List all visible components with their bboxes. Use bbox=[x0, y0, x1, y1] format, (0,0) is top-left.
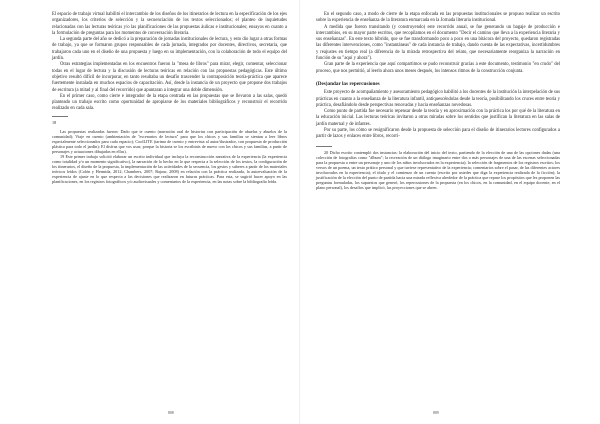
right-paragraph: A medida que fueron transitando (y construyendo) este recorrido anual, se fue generando un bagaje de producción e intercambios, en su mayor parte escritos, que recopilamos en el documento "Decir el camino que lleva a la experiencia literaria y sus enseñanzas". En este texto hibrido, que se fue transformando poco a poco en una bitácora del proyecto, quedaron registradas las diferentes intervenciones, como "instantáneas" de cada instancia de trabajo, dando cuenta de las expectativas, incertidumbres y reajustes en tiempo real (a diferencia de la mirada retrospectiva del relato, que necesariamente reorganiza la narración en función de su "aquí y ahora"). bbox=[316, 24, 560, 62]
footnote-rule bbox=[316, 146, 332, 147]
right-body-text bbox=[316, 12, 560, 141]
footnote-number: 18 bbox=[52, 119, 57, 125]
left-paragraph: El espacio de trabajo virtual habilitó el intercambio de los diseños de los itinerarios de lectura en la especificación de los ejes organizadores, los criterios de selección y la secuenciación de los textos seleccionados; el planteo de inquietudes relacionadas con las lecturas teóricas y/o las planificaciones de las propuestas áulicas e institucionales; ensayos en cuanto a la formulación de preguntas para los momentos de conversación literaria. bbox=[52, 12, 287, 36]
left-paragraph: La segunda parte del año se dedicó a la preparación de jornadas institucionales de lectura, y esto dio lugar a otras formas de trabajo, ya que se formaron grupos responsables de cada jornada, integrados por docentes, directivos, secretaria, que trabajaron cada uno en el diseño de una propuesta y luego en su implementación, con la colaboración de todo el equipo del jardín. bbox=[52, 37, 287, 62]
left-paragraph: Otras estrategias implementadas en los encuentros fueron la "mesa de libros" para mirar, elegir, comentar, seleccionar todas en el lugar de lectura y la discusión de lecturas teóricas en relación con las propuestas pedagógicas. Este último objetivo resultó difícil de incorporar, en tanto resultaba un desafío trascender la contraposición teoría-práctica que aparece fuertemente instalada en muchos espacios de capacitación. Así, desde la instancia de un proyecto que propone dos trabajos de escritura (a mitad y al final del recorrido) que apuntaran a integrar una doble dimensión. bbox=[52, 62, 287, 93]
right-page bbox=[300, 0, 600, 424]
section-heading: (Des)andar las repercusiones bbox=[316, 80, 380, 87]
right-footnotes bbox=[316, 146, 560, 190]
right-paragraph: Gran parte de la experiencia que aquí compartimos se pudo reconstruir gracias a este documento, testimonio "en crudo" del proceso, que nos permitió, al leerlo ahora unos meses después, los intensos ritmos de la construcción conjunta. bbox=[316, 62, 560, 74]
left-body-text bbox=[52, 12, 287, 113]
footnote: Las propuestas realizadas fueron: Dado que te cuento (narración oral de historias con participación de abuelas y abuelos de la comunidad); Viaje en cuento (ambientación de "escenarios de lectura" para que los chicos y sus familias se sientan a leer libros especialmente seleccionados para cada espacio); CoolLITE (tarima de cuento y entrevista al autor/ilustrador, con propuesta de producción plástica para todo el jardín); El disfraz que vos usas; porque la historia se los escribirás de nuevo con los chicos y sus familias, a partir de personajes y actuaciones dibujadas en ellas). bbox=[52, 128, 287, 154]
left-paragraph: En el primer caso, como cierre e integrador de la etapa centrada en las propuestas que se llevaron a las salas, quedó planteado un trabajo escrito como oportunidad de apropiarse de los materiales bibliográficos y reconstruir el recorrido realizado en cada sala. bbox=[52, 93, 287, 112]
footnote: 19 Este primer trabajo solicitó elaborar un escrito individual que incluya la reconstrucción narrativa de la experiencia (la experiencia como totalidad y/o un momento significativo), la narración de lo hecho en lo que respecta a la selección de los textos, la configuración de los itinerarios, el diseño de la propuesta, la implementación de las actividades de la secuencia, los gestos y saberes a partir de los materiales teóricos leídos (Colón y Hermida, 2012; Chambers, 2007; Bajour, 2008) en relación con la práctica realizada, la autoevaluación de la experiencia de ajuste en lo que respecta a las decisiones que realizaron en futuras prácticas. Para esta, se sugirió hacer apoyo en las planificaciones, en los registros fotográficos y/o audiovisuales y comentarios de la experiencia, en las notas sobre la bibliografía leída. bbox=[52, 153, 287, 185]
right-paragraph: Este proyecto de acompañamiento y asesoramiento pedagógico habilitó a los docentes de la institución la interpelación de sus prácticas en cuanto a la enseñanza de la literatura infantil, antiquescéndolas desde la teoría, posibilitando los cruces entre teoría y práctica, desafiándolo desde perspectivas renovadas y hacia enseñanzas novedosas. bbox=[316, 90, 560, 108]
right-paragraph: En el segundo caso, a modo de cierre de la etapa enfocada en las propuestas institucionales se propuso realizar un escrito sobre la experiencia de enseñanza de la literatura enmarcada en la Jornada literaria institucional. bbox=[316, 12, 560, 24]
page-number: 809 bbox=[433, 411, 439, 415]
right-paragraph: Por su parte, los cómo se resignificaron desde la propuesta de selección para el diseño de itinerarios lectores configurados a partir de lazos y enlaces entre libros, recorri- bbox=[316, 128, 560, 140]
left-footnotes bbox=[52, 129, 287, 185]
right-paragraph: Como punto de partida fue necesario repensar desde la teoría y en aproximación con la práctica los por qué de la literatura en la educación inicial. Las lecturas teóricas invitaron a otras miradas sobre los sentidos que justifican la literatura en las salas de jardín maternal y de infantes. bbox=[316, 109, 560, 127]
page-number: 808 bbox=[168, 411, 174, 415]
footnote-rule bbox=[52, 116, 68, 117]
footnote: 20 Dicho escrito contempló dos instancias: la elaboración del inicio del texto, partiendo de la elección de una de las opciones dadas (una colección de fotografías como "álbum"; la recreación de un diálogo imaginario entre dos o más personajes de una de las escenas seleccionadas para la propuesta o entre un personaje y uno de los niños involucrados en la experiencia); la selección de fragmentos de los registros escritos; los versos de un poema, un texto prático personal y que tuviese representativo de la experiencia; comentarios sobre el pasar, de las diferentes actores involucrados en la experiencia); el título y el comienzo de un cuento (escrito por ustedes que diga la experiencia realizada de la ficción); la justificación de la elección del punto de partida hacia una mirada reflexiva alrededor de la práctica que repase los propósitos que les proponen las preguntas formuladas, los supuestos que generó, los repercusiones de la propuesta (en los chicos, en la comunidad, en el equipo docente, en el plano personal), los desafíos que implicó, las proyecciones que se abren. bbox=[316, 149, 560, 190]
